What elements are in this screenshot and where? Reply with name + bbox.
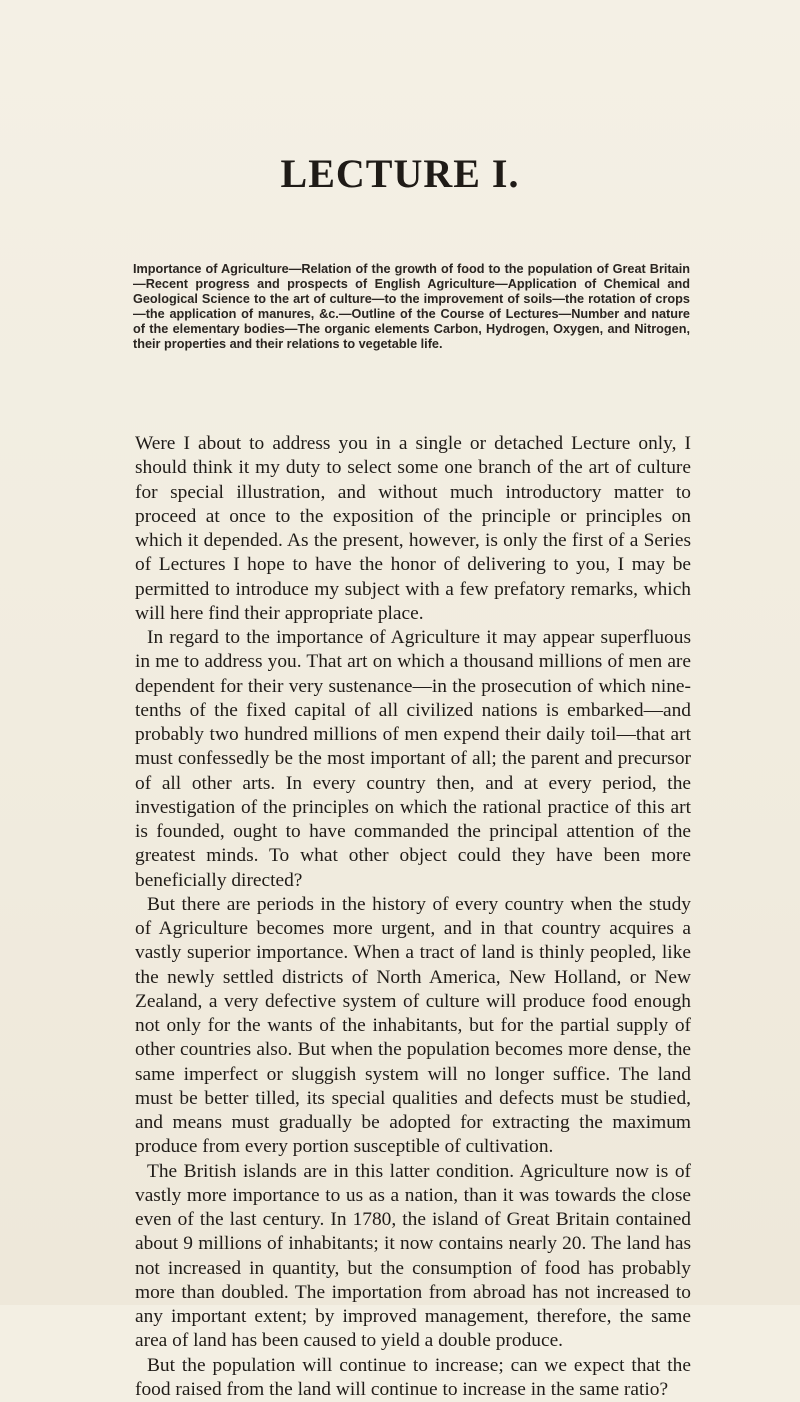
body-paragraph-2: In regard to the importance of Agriculture it may appear superfluous in me to address you. That art on which a thousand millions of men are dependent for their very sustenance—in the prosecution of which nine-tenths of the fixed capital of all civilized nations is embarked—and probably two hundred millions of men expend their daily toil—that art must confessedly be the most important of all; the parent and precursor of all other arts. In every country then, and at every period, the investigation of the principles on which the rational practice of this art is founded, ought to have commanded the principal attention of the greatest minds. To what other object could they have been more beneficially directed? xyxy=(135,626,691,893)
lecture-title: LECTURE I. xyxy=(0,150,800,197)
body-paragraph-3: But there are periods in the history of every country when the study of Agriculture becomes more urgent, and in that country acquires a vastly superior importance. When a tract of land is thinly peopled, like the newly settled districts of North America, New Holland, or New Zealand, a very defective system of culture will produce food enough not only for the wants of the inhabitants, but for the partial supply of other countries also. But when the population becomes more dense, the same imperfect or sluggish system will no longer suffice. The land must be better tilled, its special qualities and defects must be studied, and means must gradually be adopted for extracting the maximum produce from every portion susceptible of cultivation. xyxy=(135,893,691,1160)
body-paragraph-1: Were I about to address you in a single or detached Lecture only, I should think it my duty to select some one branch of the art of culture for special illustration, and without much introductory matter to proceed at once to the exposition of the principle or principles on which it depended. As the present, however, is only the first of a Series of Lectures I hope to have the honor of delivering to you, I may be permitted to introduce my subject with a few prefatory remarks, which will here find their appropriate place. xyxy=(135,432,691,626)
body-paragraph-5: But the population will continue to increase; can we expect that the food raised from the land will continue to increase in the same ratio? xyxy=(135,1354,691,1402)
lecture-summary: Importance of Agriculture—Relation of the growth of food to the population of Great Britain—Recent progress and prospects of English Agriculture—Application of Chemical and Geological Science to the art of culture—to the improvement of soils—the rotation of crops—the application of manures, &c.—Outline of the Course of Lectures—Number and nature of the elementary bodies—The organic elements Carbon, Hydrogen, Oxygen, and Nitrogen, their properties and their relations to vegetable life. xyxy=(133,262,690,352)
lecture-body xyxy=(135,432,691,1402)
body-paragraph-4: The British islands are in this latter condition. Agriculture now is of vastly more importance to us as a nation, than it was towards the close even of the last century. In 1780, the island of Great Britain contained about 9 millions of inhabitants; it now contains nearly 20. The land has not increased in quantity, but the consumption of food has probably more than doubled. The importation from abroad has not increased to any important extent; by improved management, therefore, the same area of land has been caused to yield a double produce. xyxy=(135,1160,691,1354)
